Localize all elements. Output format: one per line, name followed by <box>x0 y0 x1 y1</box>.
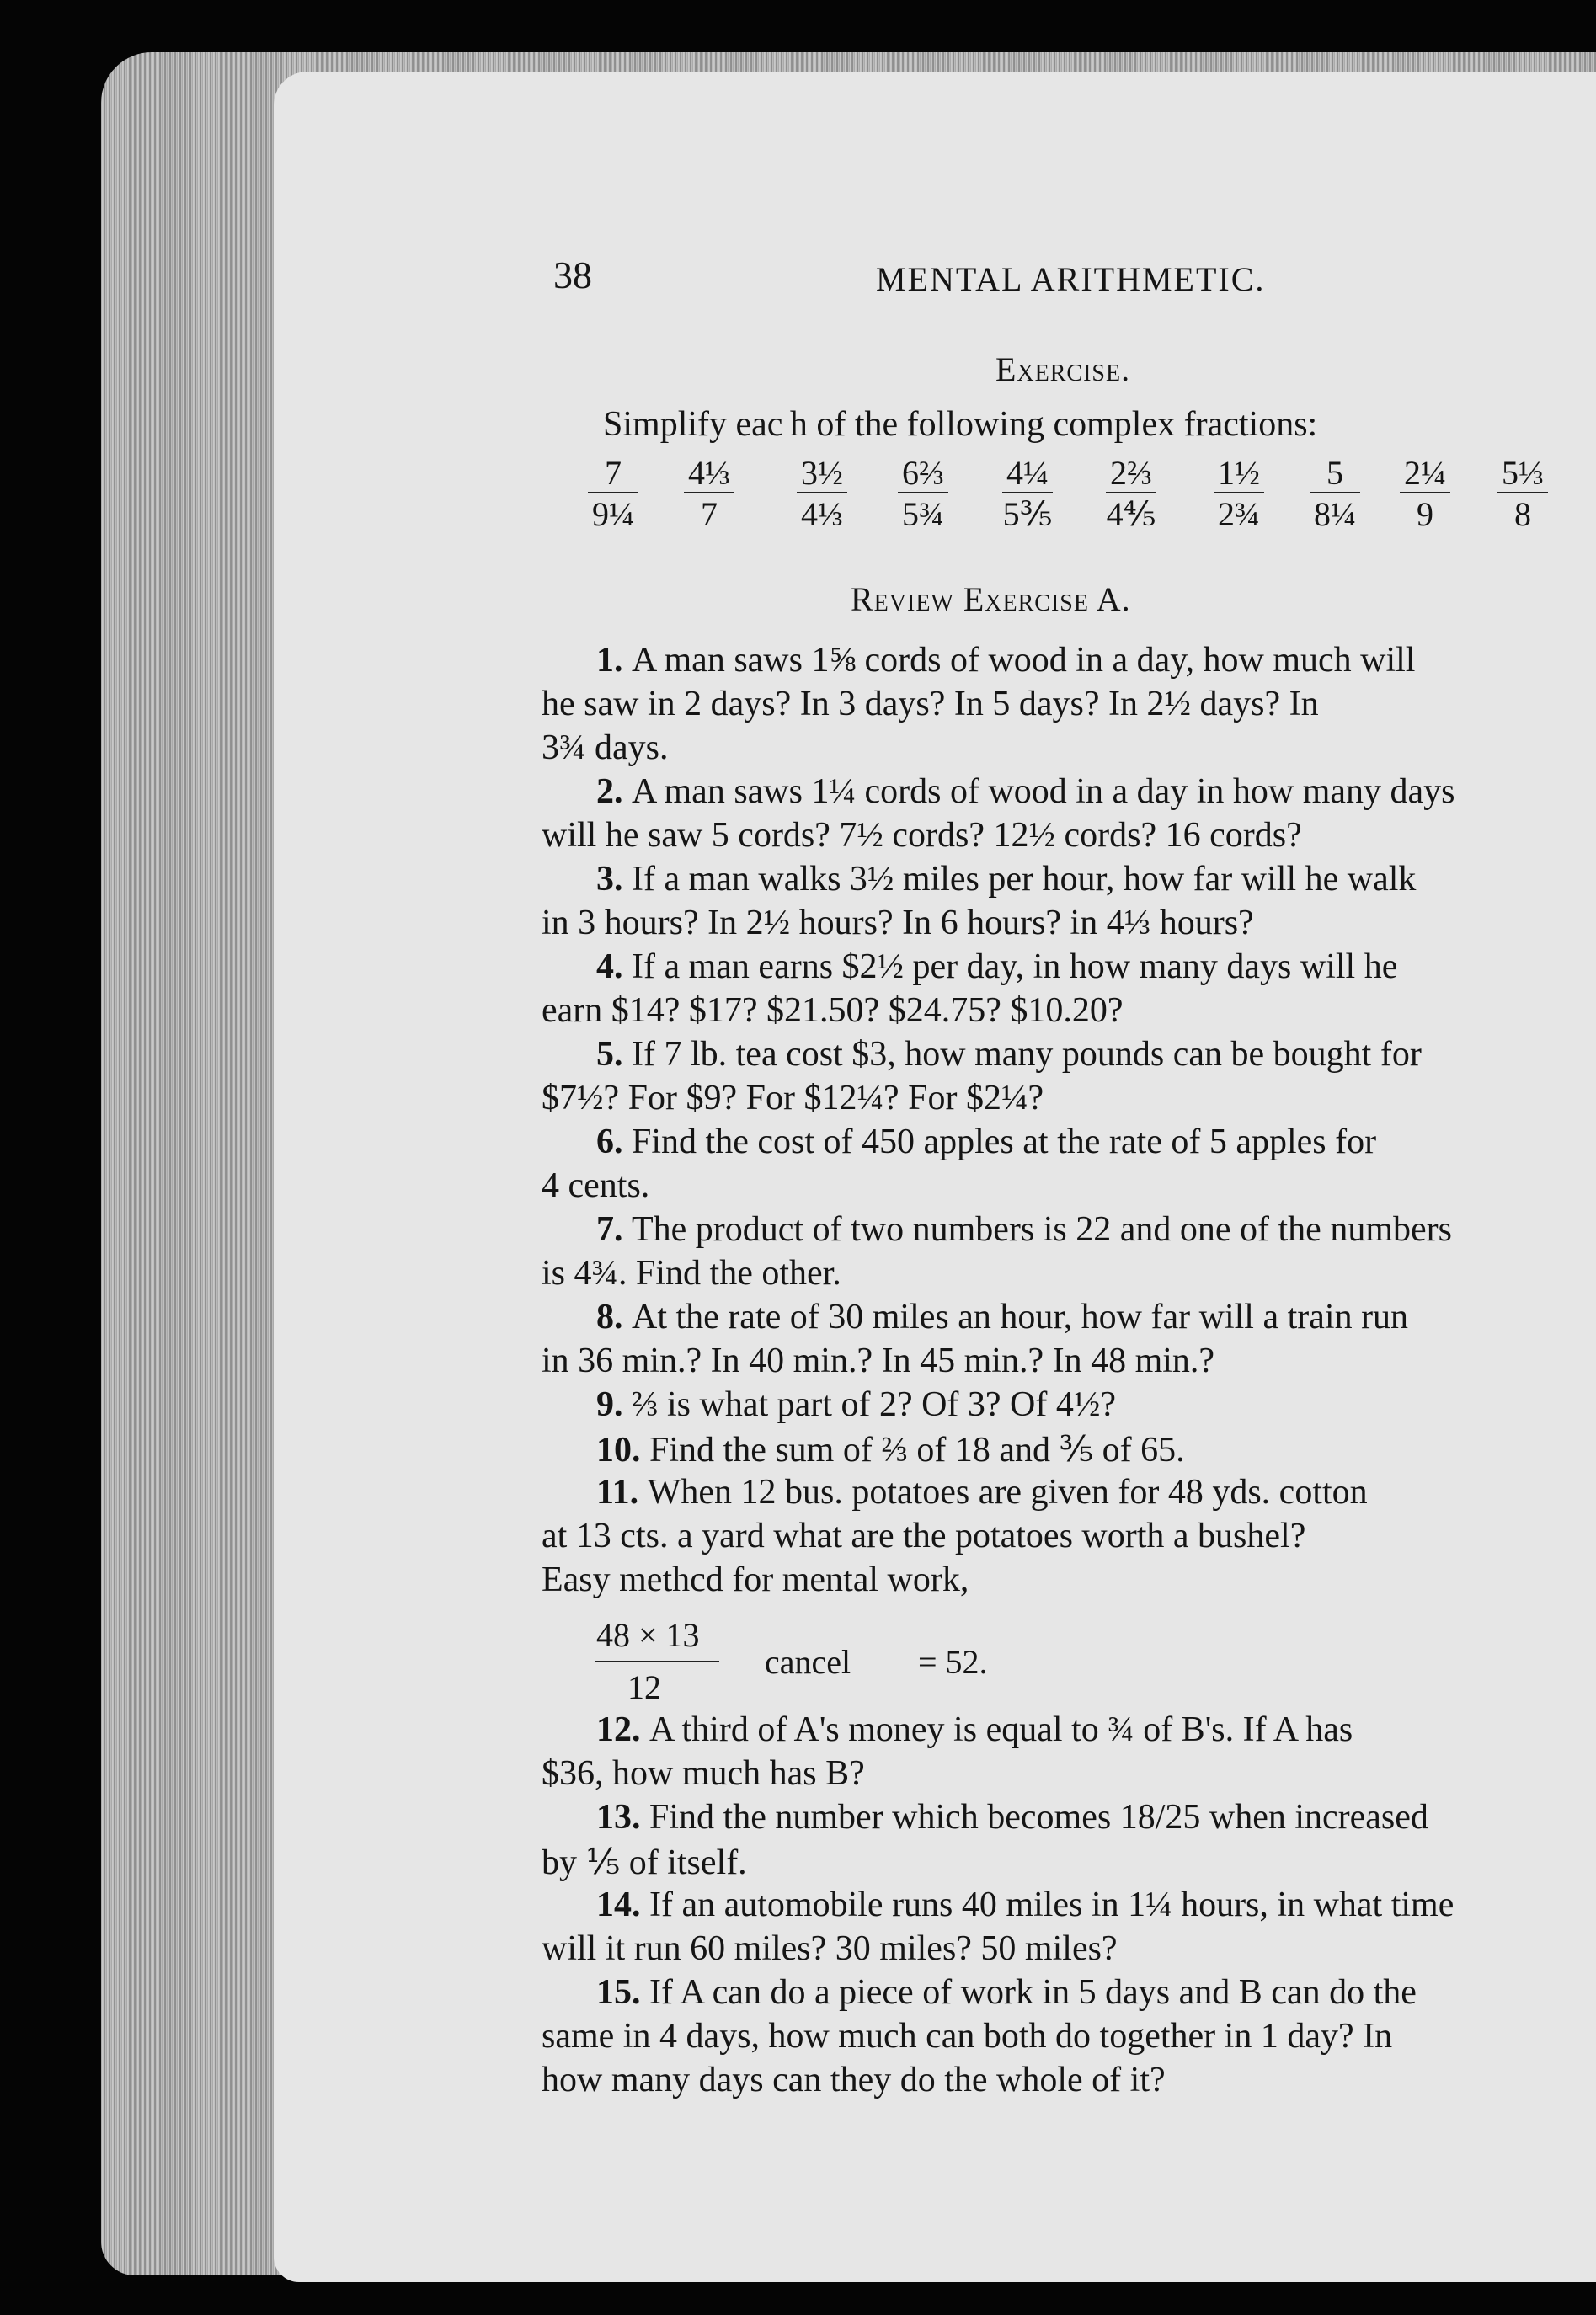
problem-number: 6. <box>596 1123 632 1161</box>
easy-method-denominator: 12 <box>627 1668 661 1706</box>
problem-text: ⅔ is what part of 2? Of 3? Of 4½? <box>632 1385 1116 1424</box>
complex-fraction <box>898 455 948 536</box>
problem-text: Find the cost of 450 apples at the rate of 5 apples for <box>632 1123 1377 1161</box>
problem-text: Find the sum of ⅔ of 18 and ⅗ of 65. <box>649 1431 1185 1470</box>
exercise-line <box>542 990 1123 1031</box>
problem-text: how many days can they do the whole of it? <box>542 2061 1166 2099</box>
exercise-line <box>596 1297 1408 1337</box>
fraction-numerator: 3½ <box>797 455 847 493</box>
exercise-line <box>542 1341 1214 1381</box>
exercise-line <box>542 1928 1118 1969</box>
problem-text: A third of A's money is equal to ¾ of B's. If A has <box>649 1710 1353 1749</box>
complex-fraction <box>684 455 734 536</box>
problem-number: 13. <box>596 1798 649 1837</box>
fraction-denominator: 4⅓ <box>801 495 843 533</box>
fraction-numerator: 5 <box>1310 455 1360 493</box>
exercise-line <box>596 1384 1116 1425</box>
problem-text: is 4¾. Find the other. <box>542 1254 841 1293</box>
exercise-line <box>596 1209 1452 1250</box>
problem-text: A man saws 1¼ cords of wood in a day in how many days <box>632 772 1455 811</box>
problem-number: 2. <box>596 772 632 811</box>
complex-fraction <box>1002 455 1053 536</box>
exercise-line <box>596 1972 1417 2013</box>
problem-text: he saw in 2 days? In 3 days? In 5 days? In 2½ days? In <box>542 685 1319 723</box>
exercise-line <box>596 1472 1368 1512</box>
exercise-line <box>596 1034 1422 1075</box>
problem-number: 10. <box>596 1431 649 1470</box>
fraction-numerator: 4⅓ <box>684 455 734 493</box>
page-number: 38 <box>553 253 592 296</box>
easy-method-bar <box>595 1661 719 1662</box>
problem-text: will he saw 5 cords? 7½ cords? 12½ cords? 16 cords? <box>542 816 1302 855</box>
problem-number: 15. <box>596 1973 649 2012</box>
exercise-line <box>542 1166 649 1206</box>
fraction-numerator: 7 <box>588 455 638 493</box>
review-heading: Review Exercise A. <box>851 580 1131 618</box>
exercise-line <box>542 1841 747 1883</box>
fraction-denominator: 7 <box>701 495 718 533</box>
exercise-instruction: Simplify eac h of the following complex fractions: <box>603 405 1318 444</box>
fraction-numerator: 4¼ <box>1002 455 1053 493</box>
easy-method-cancel: cancel <box>765 1643 851 1681</box>
problem-text: Find the number which becomes 18/25 when increased <box>649 1798 1428 1837</box>
exercise-line <box>542 728 669 768</box>
exercise-line <box>596 771 1455 812</box>
problem-text: Easy methcd for mental work, <box>542 1560 969 1599</box>
easy-method-numerator: 48 × 13 <box>596 1616 700 1654</box>
exercise-line <box>596 947 1397 987</box>
easy-method-result: = 52. <box>918 1643 988 1681</box>
fraction-numerator: 2¼ <box>1400 455 1450 493</box>
problem-number: 3. <box>596 860 632 899</box>
complex-fraction <box>1106 455 1156 536</box>
exercise-heading: Exercise. <box>995 350 1131 388</box>
complex-fraction <box>1214 455 1264 536</box>
fraction-numerator: 6⅔ <box>898 455 948 493</box>
exercise-line <box>596 1428 1185 1470</box>
problem-text: earn $14? $17? $21.50? $24.75? $10.20? <box>542 991 1124 1030</box>
exercise-line <box>542 815 1302 856</box>
exercise-line <box>542 1078 1044 1118</box>
fraction-denominator: 8 <box>1514 495 1531 533</box>
problem-text: will it run 60 miles? 30 miles? 50 miles? <box>542 1929 1118 1968</box>
fraction-numerator: 5⅓ <box>1497 455 1548 493</box>
fraction-denominator: 2¾ <box>1218 495 1260 533</box>
exercise-line <box>542 1560 969 1600</box>
problem-number: 9. <box>596 1385 632 1424</box>
exercise-line <box>542 2060 1166 2100</box>
exercise-line <box>596 1122 1376 1162</box>
problem-text: The product of two numbers is 22 and one of the numbers <box>632 1210 1452 1249</box>
problem-number: 5. <box>596 1035 632 1074</box>
exercise-line <box>596 640 1415 680</box>
exercise-line <box>542 684 1319 724</box>
problem-text: If a man earns $2½ per day, in how many days will he <box>632 947 1398 986</box>
problem-text: in 36 min.? In 40 min.? In 45 min.? In 48 min.? <box>542 1342 1215 1380</box>
exercise-line <box>542 1516 1305 1556</box>
problem-text: same in 4 days, how much can both do together in 1 day? In <box>542 2017 1393 2056</box>
problem-text: When 12 bus. potatoes are given for 48 yds. cotton <box>647 1473 1368 1512</box>
exercise-line <box>542 1753 865 1794</box>
complex-fraction <box>797 455 847 536</box>
problem-number: 12. <box>596 1710 649 1749</box>
complex-fraction <box>1400 455 1450 536</box>
problem-number: 4. <box>596 947 632 986</box>
problem-text: If an automobile runs 40 miles in 1¼ hours, in what time <box>649 1886 1455 1924</box>
problem-text: A man saws 1⅝ cords of wood in a day, how much will <box>632 641 1416 680</box>
exercise-line <box>596 1797 1428 1838</box>
fraction-denominator: 8¼ <box>1314 495 1356 533</box>
problem-number: 1. <box>596 641 632 680</box>
problem-text: If a man walks 3½ miles per hour, how far will he walk <box>632 860 1417 899</box>
problem-text: by ⅕ of itself. <box>542 1843 747 1882</box>
problem-text: in 3 hours? In 2½ hours? In 6 hours? in 4⅓ hours? <box>542 904 1254 942</box>
fraction-denominator: 5¾ <box>902 495 944 533</box>
problem-number: 8. <box>596 1298 632 1336</box>
fraction-denominator: 9 <box>1417 495 1433 533</box>
exercise-line <box>596 1885 1454 1925</box>
exercise-line <box>542 2016 1392 2056</box>
problem-text: $36, how much has B? <box>542 1754 865 1793</box>
problem-text: If 7 lb. tea cost $3, how many pounds can be bought for <box>632 1035 1422 1074</box>
fraction-numerator: 2⅔ <box>1106 455 1156 493</box>
exercise-line <box>542 903 1254 943</box>
problem-text: at 13 cts. a yard what are the potatoes worth a bushel? <box>542 1517 1306 1555</box>
problem-number: 11. <box>596 1473 648 1512</box>
exercise-line <box>542 1253 841 1294</box>
exercise-line <box>596 859 1416 899</box>
complex-fraction <box>1497 455 1548 536</box>
problem-text: If A can do a piece of work in 5 days and B can do the <box>649 1973 1417 2012</box>
fraction-denominator: 9¼ <box>592 495 634 533</box>
fraction-numerator: 1½ <box>1214 455 1264 493</box>
complex-fraction <box>588 455 638 536</box>
problem-text: $7½? For $9? For $12¼? For $2¼? <box>542 1079 1044 1117</box>
complex-fraction <box>1310 455 1360 536</box>
problem-text: 4 cents. <box>542 1166 650 1205</box>
problem-number: 7. <box>596 1210 632 1249</box>
running-title: MENTAL ARITHMETIC. <box>876 260 1266 298</box>
problem-number: 14. <box>596 1886 649 1924</box>
fraction-denominator: 5⅗ <box>1002 495 1053 533</box>
fraction-denominator: 4⅘ <box>1106 495 1156 533</box>
problem-text: At the rate of 30 miles an hour, how far will a train run <box>632 1298 1409 1336</box>
problem-text: 3¾ days. <box>542 728 669 767</box>
exercise-line <box>596 1710 1353 1750</box>
